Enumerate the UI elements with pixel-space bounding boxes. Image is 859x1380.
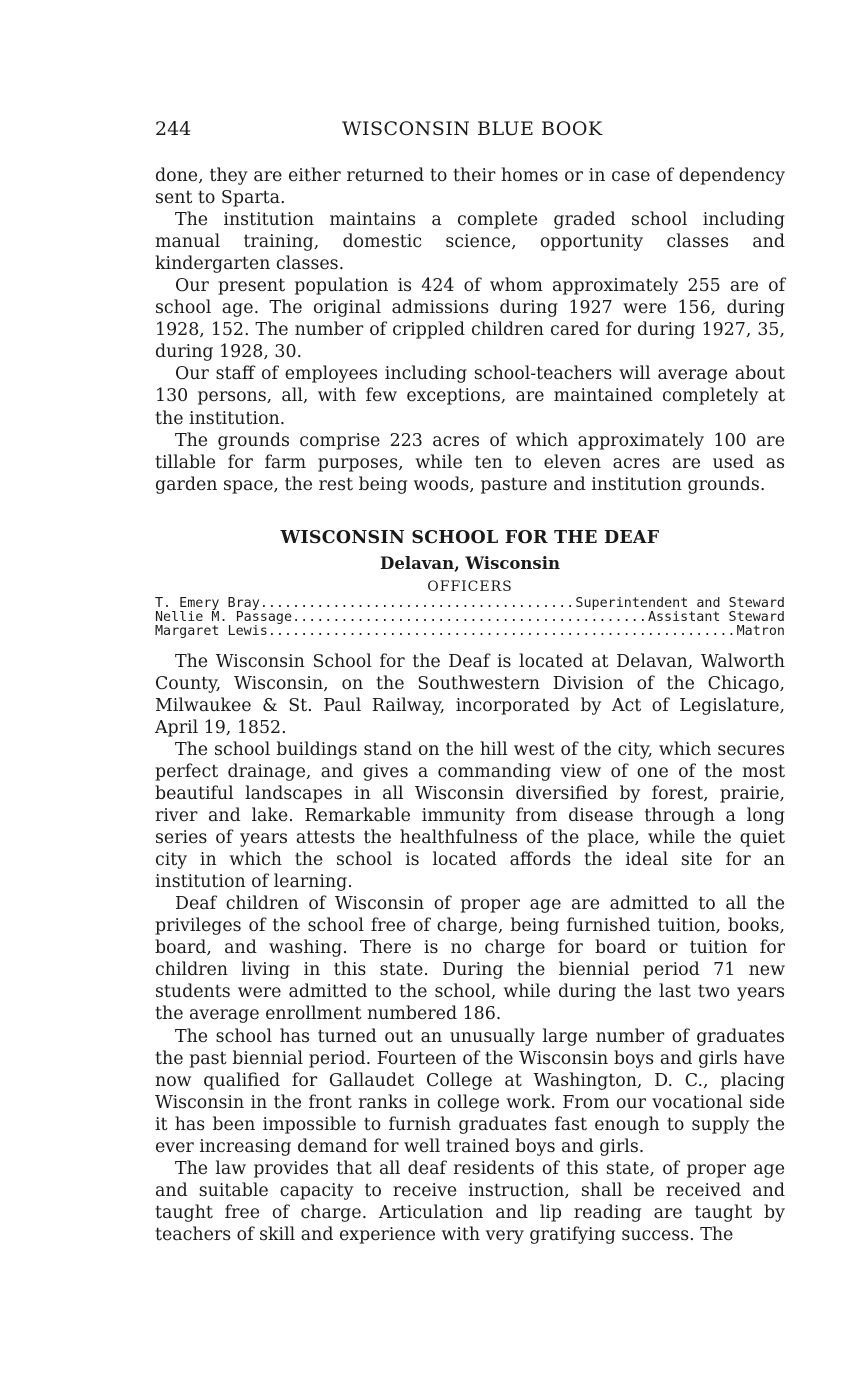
paragraph: Deaf children of Wisconsin of proper age are admitted to all the privileges of the school free of charge, being furnished tuition, books, board, and washing. There is no charge for board or tuition for children living in this state. During the biennial period 71 new students were admitted to the school, while during the last two years the average enrollment numbered 186. (155, 894, 785, 1025)
paragraph: The institution maintains a complete graded school including manual training, domestic science, opportunity classes and kindergarten classes. (155, 210, 785, 275)
book-page (155, 112, 785, 1246)
running-title: WISCONSIN BLUE BOOK (342, 118, 603, 140)
section-deaf-school (155, 528, 785, 1246)
intro-text (155, 165, 785, 496)
officer-title: Matron (736, 624, 785, 639)
paragraph: The Wisconsin School for the Deaf is located at Delavan, Walworth County, Wisconsin, on the Southwestern Division of the Chicago, Milwaukee & St. Paul Railway, incorporated by Act of Legislature, April 19, 1852. (155, 651, 785, 738)
officer-title: Assistant Steward (647, 610, 785, 625)
officer-row (155, 597, 785, 611)
page-number: 244 (155, 118, 192, 140)
paragraph: Our staff of employees including school-teachers will average about 130 persons, all, with few exceptions, are maintained completely at the institution. (155, 364, 785, 429)
officer-row (155, 611, 785, 625)
officers-heading: OFFICERS (427, 578, 513, 595)
dot-leader (292, 611, 648, 625)
paragraph-continued: done, they are either returned to their homes or in case of dependency sent to Sparta. (155, 166, 785, 209)
officer-row (155, 625, 785, 639)
paragraph: The school buildings stand on the hill west of the city, which secures perfect drainage, and gives a commanding view of one of the most beautiful landscapes in all Wisconsin diversified by forest, prairie, river and lake. Remarkable immunity from disease through a long series of years attests the healthfulness of the place, while the quiet city in which the school is located affords the ideal site for an institution of learning. (155, 739, 785, 893)
paragraph: The grounds comprise 223 acres of which approximately 100 are tillable for farm purposes, while ten to eleven acres are used as garden space, the rest being woods, pasture and institution grounds. (155, 430, 785, 495)
section-heading: WISCONSIN SCHOOL FOR THE DEAF (280, 527, 660, 548)
officer-name: T. Emery Bray (155, 596, 260, 611)
paragraph: The school has turned out an unusually large number of graduates the past biennial period. Fourteen of the Wisconsin boys and girls have now qualified for Gallaudet College at Washington, D. C., placing Wisconsin in the front ranks in college work. From our vocational side it has been impossible to furnish graduates fast enough to supply the ever increasing demand for well trained boys and girls. (155, 1026, 785, 1157)
section-body (155, 651, 785, 1246)
officer-title: Superintendent and Steward (575, 596, 785, 611)
section-location: Delavan, Wisconsin (380, 553, 560, 573)
dot-leader (268, 625, 737, 639)
officers-list (155, 597, 785, 639)
running-head (155, 112, 785, 142)
officer-name: Nellie M. Passage (155, 610, 293, 625)
paragraph: The law provides that all deaf residents of this state, of proper age and suitable capacity to receive instruction, shall be received and taught free of charge. Articulation and lip reading are taught by teachers of skill and experience with very gratifying success. The (155, 1158, 785, 1245)
paragraph: Our present population is 424 of whom approximately 255 are of school age. The original admissions during 1927 were 156, during 1928, 152. The number of crippled children cared for during 1927, 35, during 1928, 30. (155, 276, 785, 363)
dot-leader (260, 597, 576, 611)
officer-name: Margaret Lewis (155, 624, 268, 639)
